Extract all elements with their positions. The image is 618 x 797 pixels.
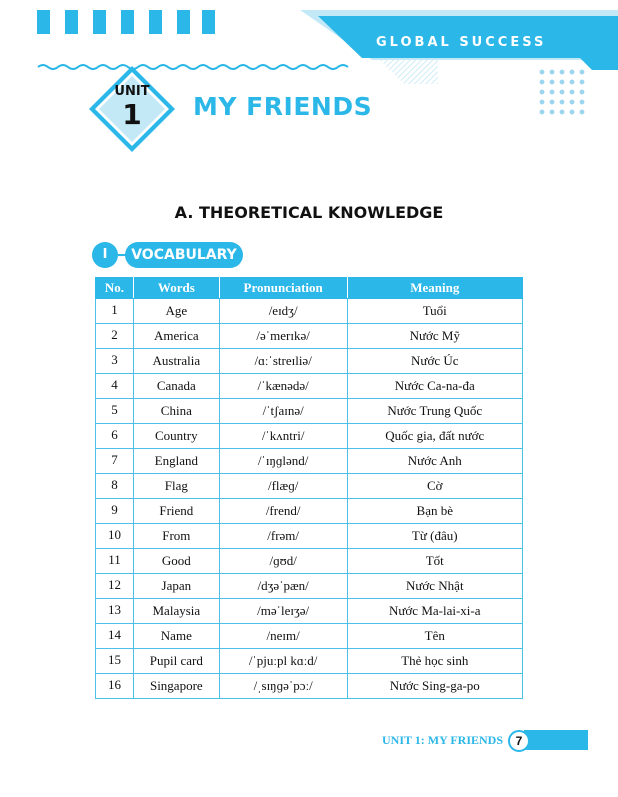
cell-pronunciation: /ɡʊd/: [219, 549, 347, 574]
cell-pronunciation: /frəm/: [219, 524, 347, 549]
cell-meaning: Nước Nhật: [347, 574, 522, 599]
cell-no: 7: [96, 449, 134, 474]
unit-title: MY FRIENDS: [193, 92, 373, 121]
cell-word: Singapore: [133, 674, 219, 699]
cell-meaning: Tuổi: [347, 299, 522, 324]
cell-no: 10: [96, 524, 134, 549]
cell-pronunciation: /neɪm/: [219, 624, 347, 649]
cell-word: Flag: [133, 474, 219, 499]
table-row: [96, 374, 523, 399]
table-row: [96, 474, 523, 499]
cell-meaning: Bạn bè: [347, 499, 522, 524]
cell-no: 9: [96, 499, 134, 524]
footer-unit-label: UNIT 1: MY FRIENDS: [382, 733, 504, 747]
vocabulary-index: I: [92, 242, 118, 268]
table-row: [96, 549, 523, 574]
cell-no: 15: [96, 649, 134, 674]
unit-label: UNIT: [114, 84, 150, 99]
header-graphics: [0, 0, 618, 160]
table-header-row: [96, 278, 523, 299]
cell-word: America: [133, 324, 219, 349]
cell-no: 13: [96, 599, 134, 624]
table-row: [96, 574, 523, 599]
cell-word: Name: [133, 624, 219, 649]
cell-word: Friend: [133, 499, 219, 524]
cell-word: Japan: [133, 574, 219, 599]
hatch-pattern: [380, 60, 438, 84]
section-title: A. THEORETICAL KNOWLEDGE: [174, 203, 444, 222]
table-row: [96, 424, 523, 449]
cell-word: China: [133, 399, 219, 424]
cell-pronunciation: /ˌsɪŋɡəˈpɔː/: [219, 674, 347, 699]
cell-pronunciation: /eɪdʒ/: [219, 299, 347, 324]
table-row: [96, 649, 523, 674]
cell-pronunciation: /flæɡ/: [219, 474, 347, 499]
column-header-no: No.: [96, 278, 134, 299]
table-row: [96, 449, 523, 474]
table-row: [96, 524, 523, 549]
cell-pronunciation: /məˈleɪʒə/: [219, 599, 347, 624]
cell-no: 3: [96, 349, 134, 374]
cell-pronunciation: /ˈkænədə/: [219, 374, 347, 399]
cell-pronunciation: /əˈmerɪkə/: [219, 324, 347, 349]
cell-word: Australia: [133, 349, 219, 374]
brand-name: GLOBAL SUCCESS: [376, 35, 547, 50]
cell-no: 12: [96, 574, 134, 599]
cell-no: 8: [96, 474, 134, 499]
footer-bar: [524, 730, 588, 750]
wavy-divider: [38, 65, 348, 69]
cell-meaning: Từ (đâu): [347, 524, 522, 549]
cell-meaning: Nước Trung Quốc: [347, 399, 522, 424]
cell-meaning: Cờ: [347, 474, 522, 499]
table-row: [96, 299, 523, 324]
table-row: [96, 399, 523, 424]
cell-meaning: Quốc gia, đất nước: [347, 424, 522, 449]
cell-meaning: Nước Sing-ga-po: [347, 674, 522, 699]
cell-meaning: Nước Anh: [347, 449, 522, 474]
cell-word: Canada: [133, 374, 219, 399]
cell-no: 16: [96, 674, 134, 699]
cell-meaning: Tốt: [347, 549, 522, 574]
cell-word: Pupil card: [133, 649, 219, 674]
vocabulary-label: VOCABULARY: [125, 242, 243, 268]
dot-grid: [537, 67, 585, 117]
cell-word: England: [133, 449, 219, 474]
cell-pronunciation: /ˈtʃaɪnə/: [219, 399, 347, 424]
cell-word: Malaysia: [133, 599, 219, 624]
cell-meaning: Nước Úc: [347, 349, 522, 374]
column-header-words: Words: [133, 278, 219, 299]
cell-no: 11: [96, 549, 134, 574]
header-band-tab: [580, 58, 618, 70]
cell-no: 14: [96, 624, 134, 649]
cell-no: 5: [96, 399, 134, 424]
cell-meaning: Tên: [347, 624, 522, 649]
column-header-pronunciation: Pronunciation: [219, 278, 347, 299]
cell-no: 2: [96, 324, 134, 349]
cell-meaning: Nước Ma-lai-xi-a: [347, 599, 522, 624]
cell-pronunciation: /ˈpjuːpl kɑːd/: [219, 649, 347, 674]
table-row: [96, 499, 523, 524]
cell-no: 6: [96, 424, 134, 449]
cell-meaning: Thẻ học sinh: [347, 649, 522, 674]
cell-no: 4: [96, 374, 134, 399]
unit-number: 1: [122, 98, 142, 131]
page-number: 7: [508, 730, 530, 752]
cell-pronunciation: /frend/: [219, 499, 347, 524]
cell-pronunciation: /dʒəˈpæn/: [219, 574, 347, 599]
cell-word: Country: [133, 424, 219, 449]
cell-word: Good: [133, 549, 219, 574]
cell-word: From: [133, 524, 219, 549]
cell-pronunciation: /ˈɪŋɡlənd/: [219, 449, 347, 474]
vocabulary-table: [95, 277, 523, 699]
cell-pronunciation: /ˈkʌntri/: [219, 424, 347, 449]
cell-meaning: Nước Mỹ: [347, 324, 522, 349]
cell-word: Age: [133, 299, 219, 324]
cell-pronunciation: /ɑːˈstreɪliə/: [219, 349, 347, 374]
column-header-meaning: Meaning: [347, 278, 522, 299]
table-row: [96, 624, 523, 649]
cell-no: 1: [96, 299, 134, 324]
table-row: [96, 599, 523, 624]
table-row: [96, 324, 523, 349]
table-row: [96, 349, 523, 374]
cell-meaning: Nước Ca-na-đa: [347, 374, 522, 399]
table-row: [96, 674, 523, 699]
